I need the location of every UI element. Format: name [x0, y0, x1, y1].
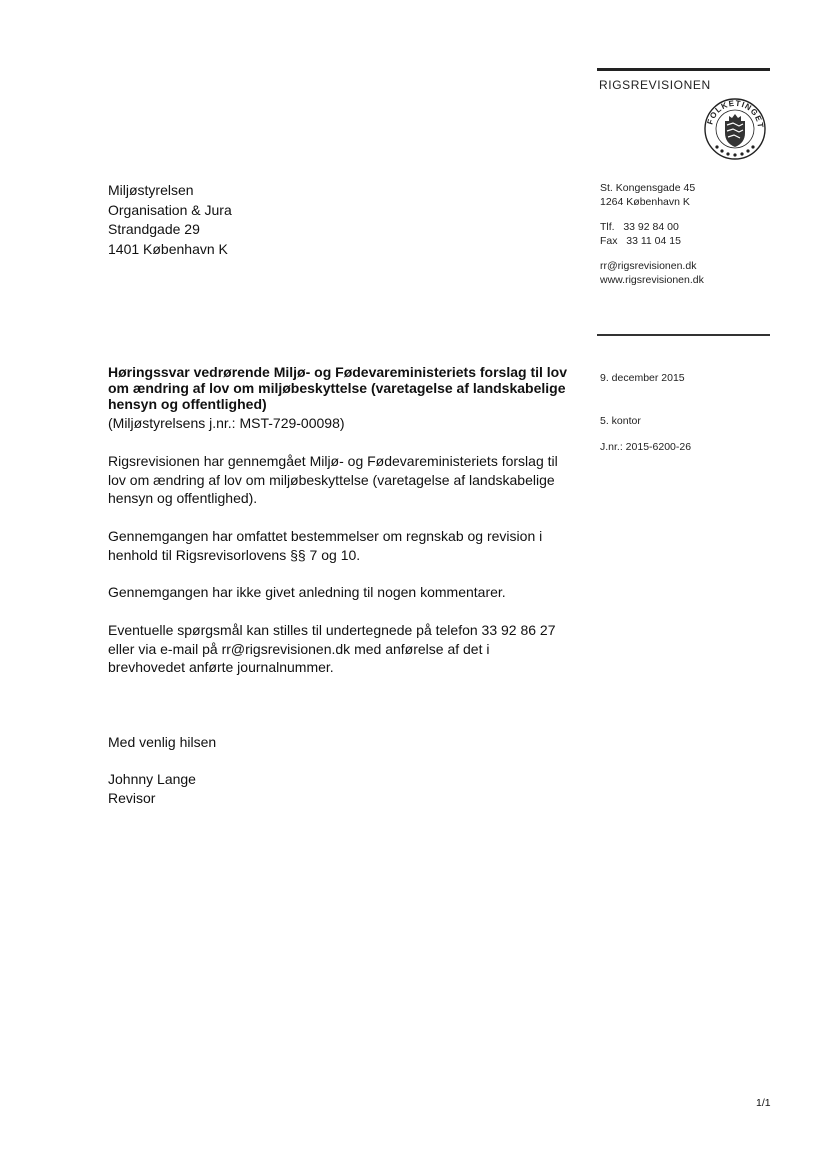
sender-city: 1264 København K — [600, 196, 690, 208]
crown-lions-seal-icon — [703, 97, 767, 161]
sender-fax: Fax 33 11 04 15 — [600, 235, 681, 247]
sender-email: rr@rigsrevisionen.dk — [600, 260, 697, 272]
sender-phone: Tlf. 33 92 84 00 — [600, 221, 679, 233]
letter-subject: Høringssvar vedrørende Miljø- og Fødevareministeriets forslag til lov om ændring af lov om miljøbeskyttelse (varetagelse af landskabelige hensyn og offentlighed) — [108, 364, 567, 412]
closing-greeting: Med venlig hilsen — [108, 734, 217, 750]
recipient-street: Strandgade 29 — [108, 221, 200, 237]
letterhead-divider — [597, 334, 770, 336]
page-number: 1/1 — [756, 1097, 771, 1109]
signer-title: Revisor — [108, 790, 156, 806]
recipient-address — [108, 181, 232, 259]
letter-date: 9. december 2015 — [600, 372, 685, 384]
body-paragraph-1: Rigsrevisionen har gennemgået Miljø- og Fødevareministeriets forslag til lov om ændring af lov om miljøbeskyttelse (varetagelse af landskabelige hensyn og offentlighed). — [108, 453, 558, 506]
subject-reference: (Miljøstyrelsens j.nr.: MST-729-00098) — [108, 415, 345, 431]
signer-name: Johnny Lange — [108, 771, 196, 787]
office-label: 5. kontor — [600, 415, 641, 427]
organization-name: RIGSREVISIONEN — [599, 78, 711, 92]
letterhead-top-rule — [597, 68, 770, 71]
seal-lettering: FOLKETINGET — [705, 98, 766, 130]
recipient-name: Miljøstyrelsen — [108, 182, 194, 198]
sender-website: www.rigsrevisionen.dk — [600, 274, 704, 286]
recipient-department: Organisation & Jura — [108, 201, 232, 218]
body-paragraph-3: Gennemgangen har ikke givet anledning til nogen kommentarer. — [108, 584, 506, 600]
sender-street: St. Kongensgade 45 — [600, 182, 696, 194]
sender-contact-block — [600, 181, 704, 298]
recipient-city: 1401 København K — [108, 240, 228, 257]
body-paragraph-4: Eventuelle spørgsmål kan stilles til undertegnede på telefon 33 92 86 27 eller via e-mail på rr@rigsrevisionen.dk med anførelse af det i brevhovedet anførte journalnummer. — [108, 622, 556, 675]
journal-number: J.nr.: 2015-6200-26 — [600, 441, 692, 453]
body-paragraph-2: Gennemgangen har omfattet bestemmelser om regnskab og revision i henhold til Rigsrevisorlovens §§ 7 og 10. — [108, 528, 543, 563]
